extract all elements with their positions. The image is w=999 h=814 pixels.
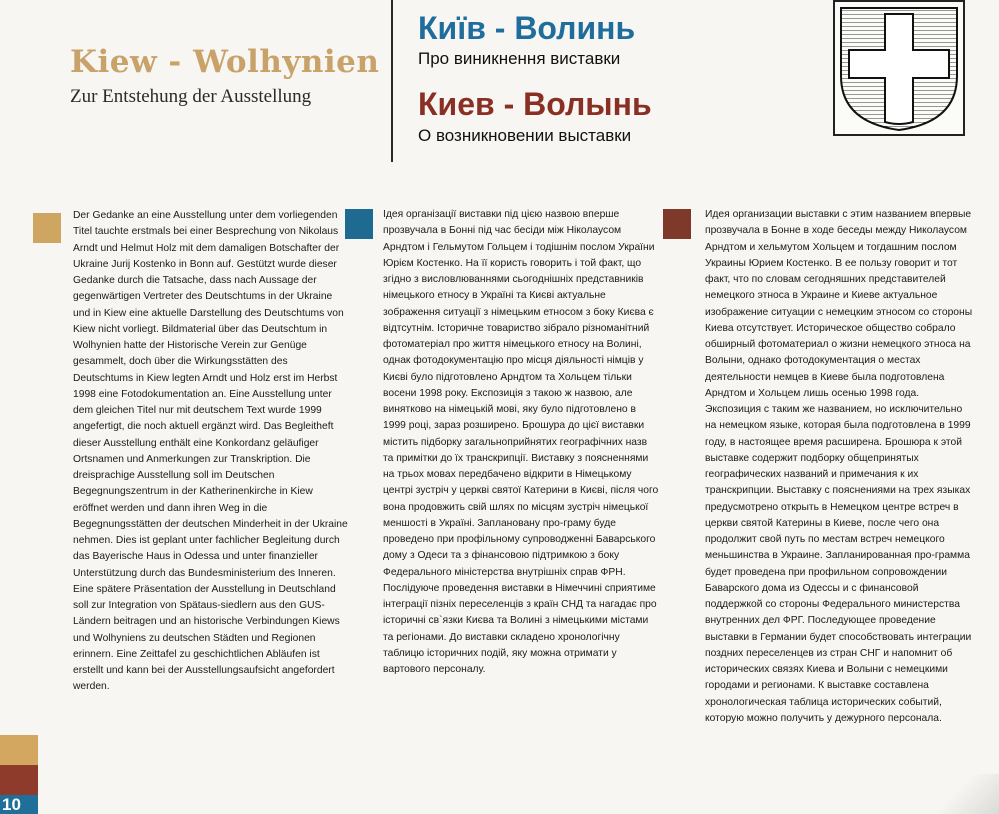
ukrainian-subtitle: Про виникнення виставки — [418, 48, 621, 68]
russian-color-marker — [663, 209, 691, 239]
ukrainian-title: Київ - Волинь — [418, 10, 636, 46]
red-side-bar — [0, 765, 38, 795]
russian-title: Киев - Волынь — [418, 86, 652, 122]
page-corner-shadow — [929, 774, 999, 814]
russian-text-column: Идея организации выставки с этим названием впервые прозвучала в Бонне в ходе беседы между Николаусом Арндтом и хельмутом Хольцем и тогдашним послом Украины Юрием Костенко. В ее пользу говорит и тот факт, что по словам сегодняшних представителей немецкого этноса в Украине и Киеве актуальное изображение ситуации с немецким этносом со стороны Киева отсутствует. Историческое общество собрало обширный фотоматериал о жизни немецкого этноса на Волыни, однако фотодокументация о местах деятельности немцев в Киеве была подготовлена Арндтом и Хольцем лишь осенью 1998 года. Экспозиция с таким же названием, но исключительно на немецком языке, которая была подготовлена в 1999 году, в настоящее время расширена. Брошюра к этой выставке содержит подборку общепринятых географических названий и примечания к их транскрипции. Выставку с пояснениями на трех языках предусмотрено открыть в Немецком центре встреч в церкви святой Катерины в Киеве, после чего она продолжит свой путь по местам встреч немецкого меньшинства в Украине. Запланированная про-грамма будет проведена при профильном сопровождении Баварского дома из Одессы и с финансовой поддержкой со стороны Федерального министерства внутренних дел ФРГ. Последующее проведение выставки в Германии будет способствовать интеграции поздних переселенцев из стран СНГ и напомнит об исторических связях Киева и Волыни с немецкими городами и регионами. К выставке составлена хронологическая таблица исторических событий, которую можно получить у дежурного персонала. — [705, 209, 973, 724]
ukrainian-header — [418, 12, 635, 69]
german-title: Kiew - Wolhynien — [70, 44, 380, 80]
german-header — [70, 44, 380, 108]
russian-header — [418, 88, 652, 146]
ukrainian-color-marker — [345, 209, 373, 239]
german-color-marker — [33, 213, 61, 243]
page-number: 10 — [2, 795, 21, 814]
gold-side-bar — [0, 735, 38, 765]
german-subtitle: Zur Entstehung der Ausstellung — [70, 86, 312, 107]
cross-coat-of-arms-icon — [833, 0, 965, 136]
header-divider — [391, 0, 393, 162]
russian-subtitle: О возникновении выставки — [418, 125, 632, 145]
ukrainian-text-column: Ідея організації виставки під цією назвою вперше прозвучала в Бонні під час бесіди між Ніколаусом Арндтом і Гельмутом Гольцем і тодішнім послом України Юрієм Костенко. На її користь говорить і той факт, що згідно з висловлюваннями сьогоднішніх представників німецького етносу в Україні та Києві актуальне зображення ситуації з німецьким етносом з боку Києва є відтсутнім. Історичне товариство зібрало різноманітний фотоматеріал про життя німецького етносу на Волині, однак фотодокументацію про місця діяльності німців у Києві було підготовлено Арндтом та Хольцем тільки восени 1998 року. Експозиція з такою ж назвою, але винятково на німецькій мові, яку було підготовлено в 1999 році, зараз розширено. Брошура до цієї виставки містить підборку загальноприйнятих географічних назв та примітки до їх транскрипції. Виставку з поясненнями на трьох мовах передбачено відкрити в Німецькому центрі зустріч у церкві святої Катерини в Києві, після чого вона продовжить свій шлях по місцям зустріч німецької меншості в Україні. Заплановану про-граму буде проведено при профільному супроводженні Баварського дому з Одеси та з фінансовою підтримкою з боку Федерального міністерства внутрішніх справ ФРН. Послідуюче проведення виставки в Німеччині сприятиме інтеграції пізніх переселенців з країн СНД та нагадає про історичні св`язки Києва та Волині з німецькими містами та регіонами. До виставки складено хронологічну таблицю історичних подій, яку можна отримати у вартового персоналу. — [383, 209, 659, 675]
german-text-column: Der Gedanke an eine Ausstellung unter dem vorliegenden Titel tauchte erstmals bei einer Besprechung von Nikolaus Arndt und Helmut Holz mit dem damaligen Botschafter der Ukraine Jurij Kostenko in Bonn auf. Gestützt wurde dieser Gedanke durch die Tatsache, dass nach Aussage der gegenwärtigen Vertreter des Deutschtums in der Ukraine und in Kiew eine aktuelle Darstellung des Deutschtums von Kiew nicht vorliegt. Bildmaterial über das Deutschtum in Wolhynien hatte der Historische Verein zur Genüge gesammelt, doch über die Wirkungsstätten des Deutschtums in Kiew legten Arndt und Holz erst im Herbst 1998 eine Fotodokumentation an. Eine Ausstellung unter dem gleichen Titel nur mit deutschem Text wurde 1999 angefertigt, die noch aktuell ergänzt wird. Das Begleitheft dieser Ausstellung enthält eine Konkordanz geläufiger Ortsnamen und Anmerkungen zur Transkription. Die dreisprachige Ausstellung soll im Deutschen Begegnungszentrum in der Katherinenkirche in Kiew eröffnet werden und dann ihren Weg in die Begegnungsstätten der deutschen Minderheit in der Ukraine nehmen. Dies ist geplant unter fachlicher Begleitung durch das Bayerische Haus in Odessa und unter finanzieller Unterstützung durch das Bundesministerium des Inneren. Eine spätere Präsentation der Ausstellung in Deutschland soll zur Integration von Spätaus-siedlern aus den GUS-Ländern beitragen und an historische Verbindungen Kiews und Wolhyniens zu deutschen Städten und Regionen erinnern. Eine Zeittafel zu geschichtlichen Abläufen ist erstellt und kann bei der Ausstellungsaufsicht angefordert werden. — [73, 210, 348, 693]
